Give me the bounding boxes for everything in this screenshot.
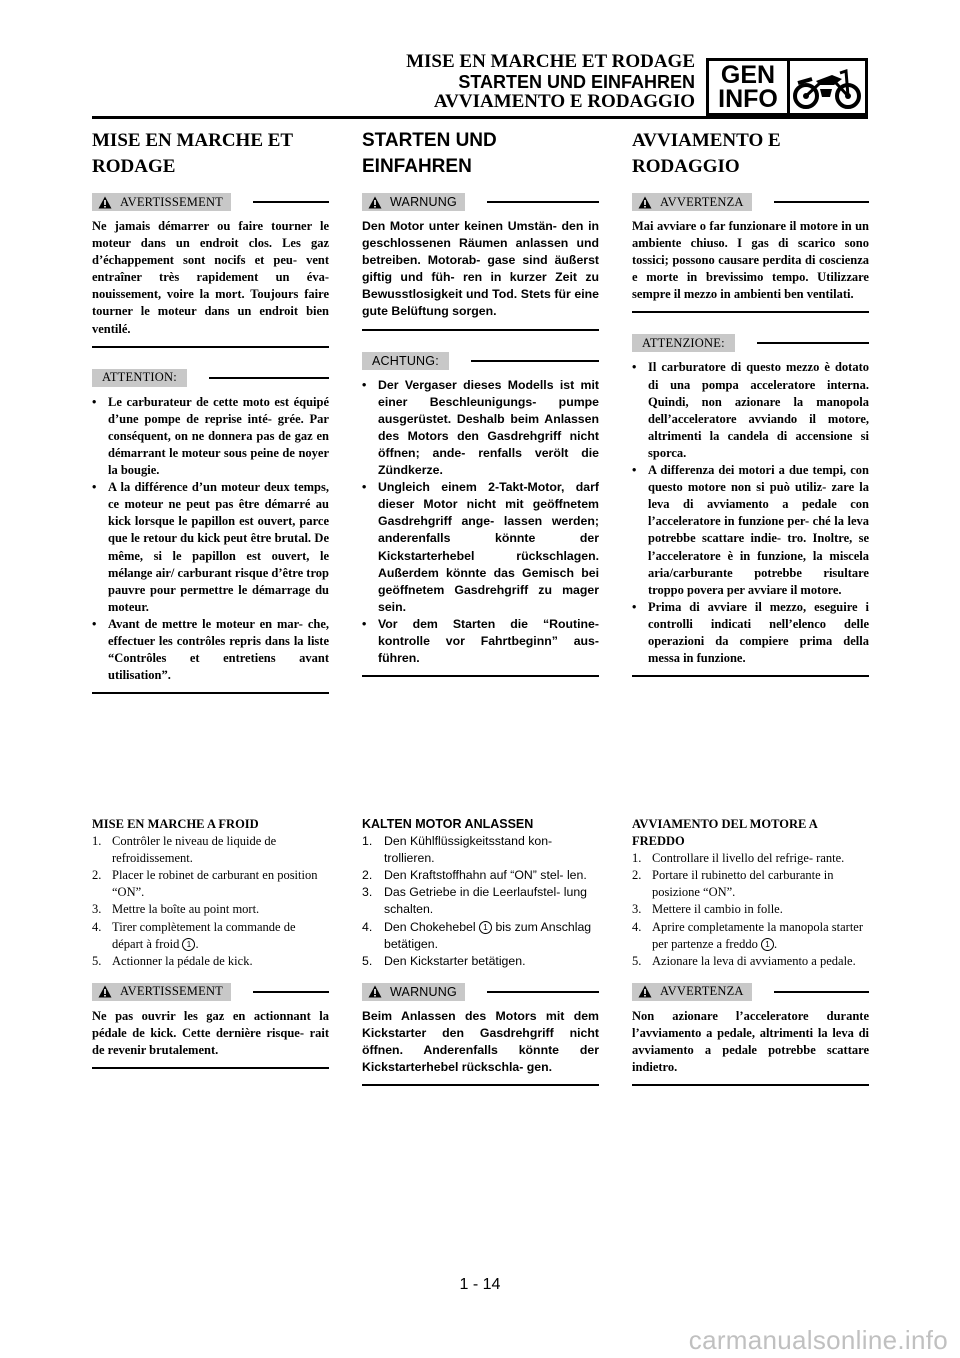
step-item: 4. Aprire completamente la manopola starter per partenze a freddo 1 . <box>632 919 864 951</box>
step-item: 5. Den Kickstarter betätigen. <box>362 953 526 968</box>
warning-label-it: AVVERTENZA <box>660 194 744 209</box>
warning-triangle-icon <box>98 196 112 209</box>
caution-list-it <box>632 359 869 677</box>
list-item: • Der Vergaser dieses Modells ist mit einer Beschleunigungs- pumpe ausgerüstet. Deshalb beim Anlassen des Motors den Gasdrehgriff nicht öffnen; ande- renfalls verölt die Zündkerze. <box>362 377 599 480</box>
cold-start-title-fr: MISE EN MARCHE A FROID <box>92 817 259 831</box>
page-number: 1 - 14 <box>459 1276 501 1293</box>
step-item: 4. Den Chokehebel 1 bis zum Anschlag betätigen. <box>362 919 592 951</box>
warning-rule-fr <box>253 201 329 203</box>
step-item: 2. Den Kraftstoffhahn auf “ON” stel- len. <box>362 868 587 883</box>
caution-header-fr <box>92 368 329 388</box>
list-item: • A differenza dei motori a due tempi, con questo motore non si può utiliz- zare la leva di avviamento a pedale con l’acceleratore in funzione per- ché la leva potrebbe scattare indie- tro. Inoltre, se l’acceleratore è in funzione, la miscela aria/carburante potrebbe risultare troppo povera per avviare il motore. <box>632 462 869 599</box>
column-de-bottom <box>362 816 599 1086</box>
warning-header-it <box>632 192 869 212</box>
badge-line-gen: GEN <box>720 61 776 89</box>
warning-triangle-icon <box>368 196 382 209</box>
warning-text-de: Den Motor unter keinen Umstän- den in geschlossenen Räumen anlassen und betreiben. Motorab- gase sind äußerst giftig und füh- ren in kurzer Zeit zu Bewusstlosigkeit und Tod. Stets für eine gute Belüftung sorgen. <box>362 218 599 331</box>
column-fr-bottom <box>92 816 329 1069</box>
warning-tag-fr <box>92 193 231 211</box>
warning2-tag-fr <box>92 983 231 1001</box>
warning-tag-de <box>362 193 465 211</box>
step-item: 2. Placer le robinet de carburant en position “ON”. <box>92 868 318 900</box>
column-de-top <box>362 128 599 677</box>
warning2-rule-de <box>487 991 599 993</box>
warning2-tag-it <box>632 983 752 1001</box>
warning-rule-de <box>487 201 599 203</box>
section-title-it: AVVIAMENTO E RODAGGIO <box>632 130 781 177</box>
list-item: • Vor dem Starten die “Routine- kontrolle vor Fahrtbeginn” aus- führen. <box>362 616 599 667</box>
cold-start-steps-it <box>632 850 869 970</box>
step-item: 2. Portare il rubinetto del carburante in posizione “ON”. <box>632 868 834 900</box>
warning2-rule-fr <box>253 991 329 993</box>
warning2-text-it: Non azionare l’acceleratore durante l’avviamento a pedale, altrimenti la leva di avviamento a pedale potrebbe scattare indietro. <box>632 1008 869 1086</box>
cold-start-title-it: AVVIAMENTO DEL MOTORE A FREDDO <box>632 817 818 849</box>
list-item: • Il carburatore di questo mezzo è dotato di una pompa acceleratore interna. Quindi, non azionare la manopola dell’acceleratore avviando il motore, altrimenti la candela di accensione si sporca. <box>632 359 869 462</box>
motorcycle-icon <box>790 58 868 116</box>
badge-line-info: INFO <box>718 85 778 113</box>
watermark: carmanualsonline.info <box>688 1325 948 1355</box>
warning-tag-it <box>632 193 752 211</box>
warning2-header-it <box>632 982 869 1002</box>
caution-label-it: ATTENZIONE: <box>632 334 735 352</box>
caution-list-de <box>362 377 599 678</box>
callout-number: 1 <box>761 938 774 951</box>
warning-text-it: Mai avviare o far funzionare il motore in un ambiente chiuso. I gas di scarico sono tossici; possono causare perdita di coscienza e morte in brevissimo tempo. Utilizzare sempre il mezzo in ambienti ben ventilati. <box>632 218 869 313</box>
callout-number: 1 <box>479 921 492 934</box>
warning-text-fr: Ne jamais démarrer ou faire tourner le moteur dans un endroit clos. Les gaz d’échappement sont nocifs et peu- vent entraîner très rapidement un éva- nouissement, voire la mort. Toujours faire tourner le moteur dans un endroit bien ventilé. <box>92 218 329 348</box>
caution-label-fr: ATTENTION: <box>92 369 187 387</box>
column-fr-top <box>92 128 329 694</box>
caution-header-it <box>632 333 869 353</box>
column-it-top <box>632 128 869 677</box>
step-item: 5. Actionner la pédale de kick. <box>92 953 253 968</box>
step-item: 4. Tirer complètement la commande de départ à froid 1 . <box>92 919 296 951</box>
header-titles <box>406 52 695 112</box>
list-item: • Le carburateur de cette moto est équipé d’une pompe de reprise inté- grée. Par conséquent, on ne donnera pas de gaz en démarrant le moteur sous peine de noyer la bougie. <box>92 394 329 479</box>
caution-rule-it <box>757 342 869 344</box>
cold-start-title-de: KALTEN MOTOR ANLASSEN <box>362 817 534 831</box>
header-rule <box>92 116 868 119</box>
step-item: 1. Controllare il livello del refrige- rante. <box>632 851 845 866</box>
column-it-bottom <box>632 816 869 1086</box>
header-title-it: AVVIAMENTO E RODAGGIO <box>433 91 695 112</box>
caution-list-fr <box>92 394 329 695</box>
warning-label-de: WARNUNG <box>390 195 457 209</box>
warning2-text-de: Beim Anlassen des Motors mit dem Kickstarter den Gasdrehgriff nicht öffnen. Anderenfalls könnte der Kickstarterhebel rückschla- gen. <box>362 1008 599 1086</box>
warning2-header-fr <box>92 982 329 1002</box>
warning2-label-fr: AVERTISSEMENT <box>120 984 224 999</box>
warning-triangle-icon <box>368 985 382 998</box>
step-item: 3. Das Getriebe in die Leerlaufstel- lung schalten. <box>362 885 588 917</box>
list-item: • A la différence d’un moteur deux temps, ce moteur ne peut pas être démarré au kick lorsque le papillon est ouvert, parce que le retour du kick peut être brutal. De même, si le papillon est ouvert, le mélange air/ carburant risque d’être trop pauvre pour permettre le démarrage du moteur. <box>92 479 329 616</box>
warning-rule-it <box>774 201 869 203</box>
list-item: • Ungleich einem 2-Takt-Motor, darf dieser Motor nicht mit geöffnetem Gasdrehgriff ange- lassen werden; anderenfalls könnte der Kickstarterhebel rückschlagen. Außerdem könnte das Gemisch bei geöffnetem Gasdrehgriff zu mager sein. <box>362 479 599 616</box>
warning-header-de <box>362 192 599 212</box>
warning2-label-de: WARNUNG <box>390 984 457 999</box>
caution-rule-de <box>471 360 599 362</box>
warning-label-fr: AVERTISSEMENT <box>120 194 224 209</box>
cold-start-steps-fr <box>92 833 329 970</box>
callout-number: 1 <box>182 938 195 951</box>
cold-start-steps-de <box>362 833 599 970</box>
warning2-text-fr: Ne pas ouvrir les gaz en actionnant la pédale de kick. Cette dernière risque- rait de revenir brutalement. <box>92 1008 329 1069</box>
warning-triangle-icon <box>98 985 112 998</box>
warning2-tag-de <box>362 983 465 1001</box>
warning-header-fr <box>92 192 329 212</box>
caution-header-de <box>362 351 599 371</box>
step-item: 1. Den Kühlflüssigkeitsstand kon- trollieren. <box>362 834 553 866</box>
step-item: 3. Mettre la boîte au point mort. <box>92 902 260 917</box>
warning-triangle-icon <box>638 196 652 209</box>
step-item: 3. Mettere il cambio in folle. <box>632 902 783 917</box>
warning2-header-de <box>362 982 599 1002</box>
warning-triangle-icon <box>638 985 652 998</box>
caution-rule-fr <box>209 377 329 379</box>
warning2-rule-it <box>774 991 869 993</box>
section-title-de: STARTEN UND EINFAHREN <box>362 130 497 177</box>
caution-label-de: ACHTUNG: <box>362 352 449 370</box>
list-item: • Prima di avviare il mezzo, eseguire i controlli indicati nell’elenco delle operazioni da compiere prima della messa in funzione. <box>632 599 869 667</box>
step-item: 5. Azionare la leva di avviamento a pedale. <box>632 953 856 968</box>
gen-info-badge <box>706 58 790 116</box>
step-item: 1. Contrôler le niveau de liquide de refroidissement. <box>92 834 277 866</box>
header-title-de: STARTEN UND EINFAHREN <box>458 72 695 92</box>
list-item: • Avant de mettre le moteur en mar- che, effectuer les contrôles repris dans la liste “Contrôles et entretiens avant utilisation”. <box>92 616 329 684</box>
warning2-label-it: AVVERTENZA <box>660 984 744 999</box>
header-title-fr: MISE EN MARCHE ET RODAGE <box>406 51 695 72</box>
section-title-fr: MISE EN MARCHE ET RODAGE <box>92 130 293 177</box>
